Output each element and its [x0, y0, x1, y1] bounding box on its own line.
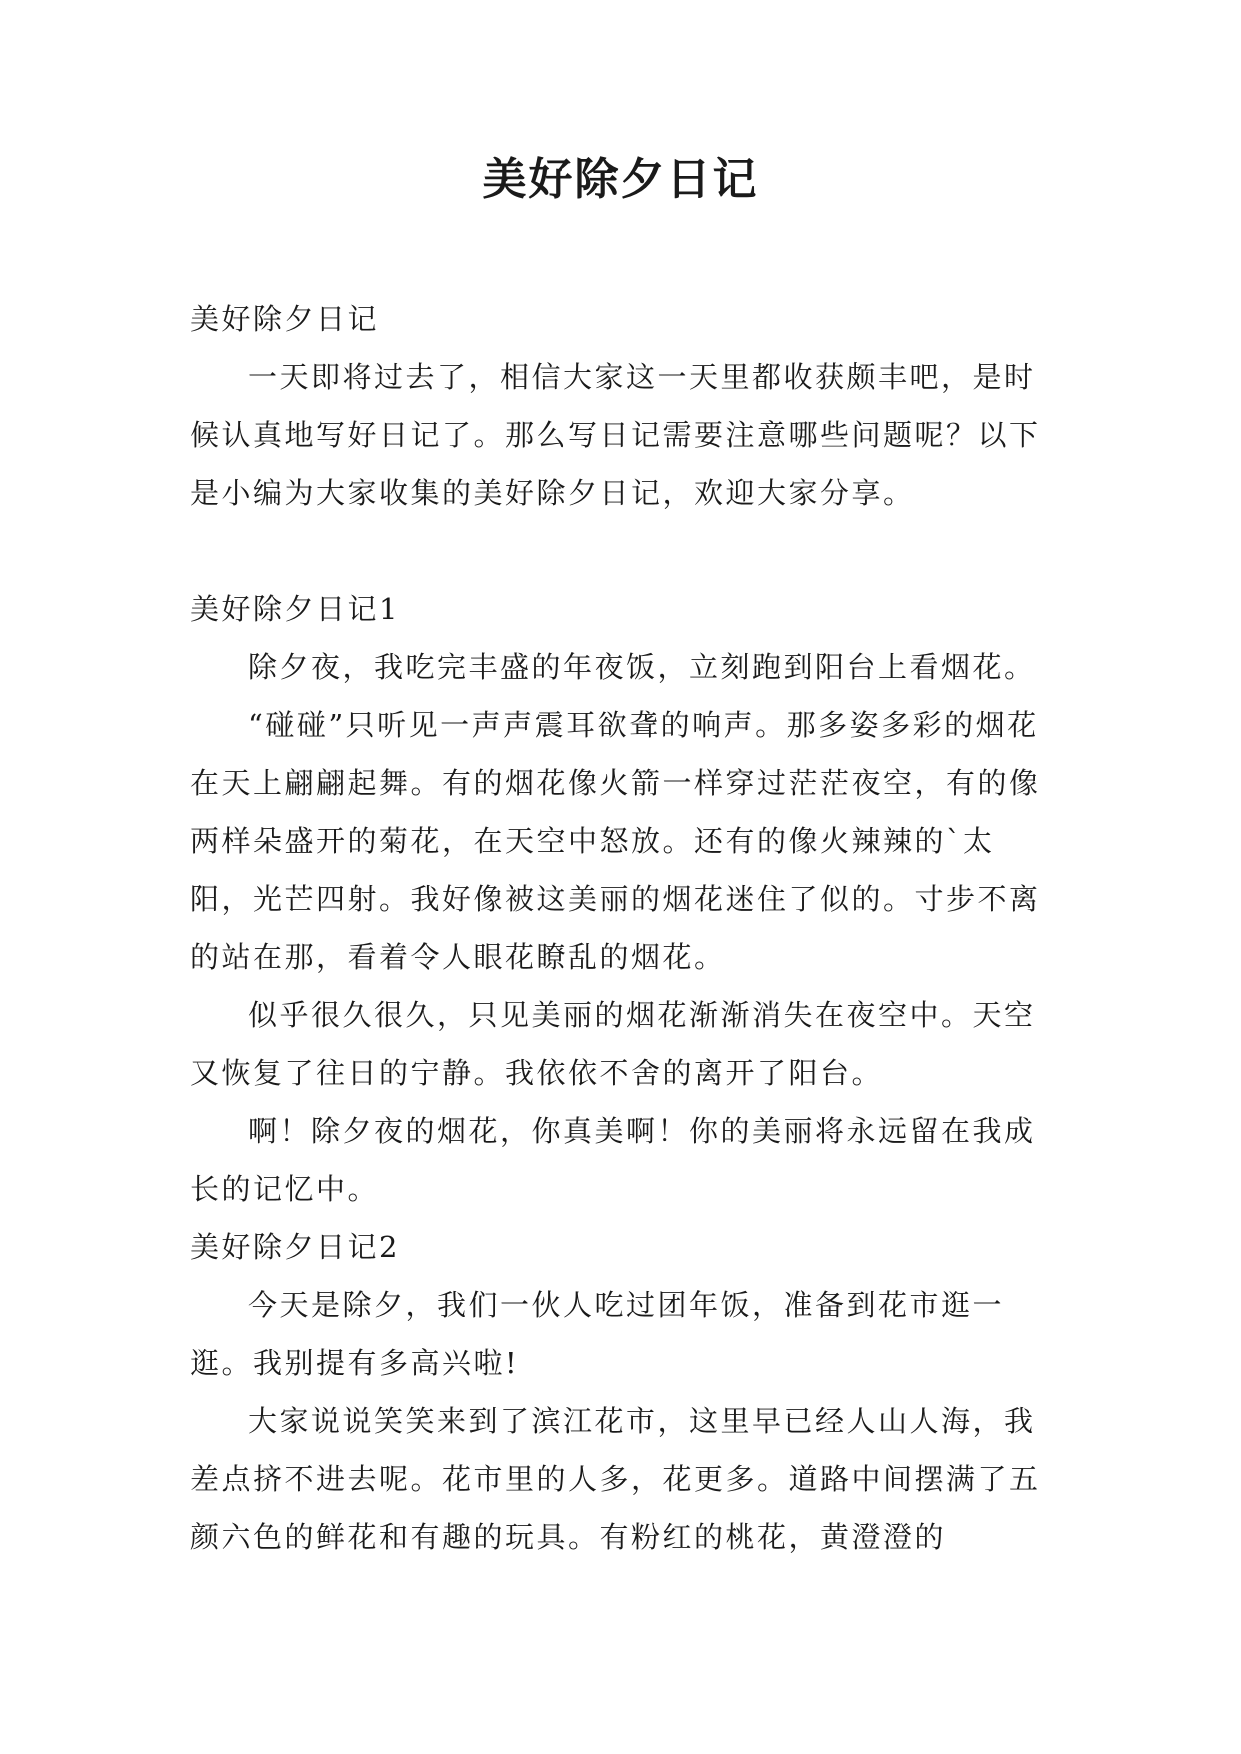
entry1-paragraph: 啊！除夕夜的烟花，你真美啊！你的美丽将永远留在我成长的记忆中。 — [190, 1114, 1036, 1206]
document-title: 美好除夕日记 — [482, 154, 759, 205]
entry2-paragraph: 大家说说笑笑来到了滨江花市，这里早已经人山人海，我差点挤不进去呢。花市里的人多，花更多。道路中间摆满了五颜六色的鲜花和有趣的玩具。有粉红的桃花，黄澄澄的 — [190, 1404, 1041, 1554]
intro-paragraph: 一天即将过去了，相信大家这一天里都收获颇丰吧，是时候认真地写好日记了。那么写日记需要注意哪些问题呢？以下是小编为大家收集的美好除夕日记，欢迎大家分享。 — [190, 360, 1041, 510]
section-spacer — [190, 522, 1050, 580]
entry1-paragraph: “碰碰”只听见一声声震耳欲聋的响声。那多姿多彩的烟花在天上翩翩起舞。有的烟花像火箭一样穿过茫茫夜空，有的像两样朵盛开的菊花，在天空中怒放。还有的像火辣辣的`太阳，光芒四射。我好像被这美丽的烟花迷住了似的。寸步不离的站在那，看着令人眼花瞭乱的烟花。 — [190, 708, 1041, 974]
document-body — [190, 290, 1050, 1566]
intro-heading: 美好除夕日记 — [190, 302, 380, 336]
entry1-paragraph: 除夕夜，我吃完丰盛的年夜饭，立刻跑到阳台上看烟花。 — [248, 650, 1036, 684]
entry2-heading: 美好除夕日记2 — [190, 1230, 400, 1264]
entry2-paragraph: 今天是除夕，我们一伙人吃过团年饭，准备到花市逛一逛。我别提有多高兴啦! — [190, 1288, 1005, 1380]
entry1-paragraph: 似乎很久很久，只见美丽的烟花渐渐消失在夜空中。天空又恢复了往日的宁静。我依依不舍的离开了阳台。 — [190, 998, 1036, 1090]
entry1-heading: 美好除夕日记1 — [190, 592, 400, 626]
